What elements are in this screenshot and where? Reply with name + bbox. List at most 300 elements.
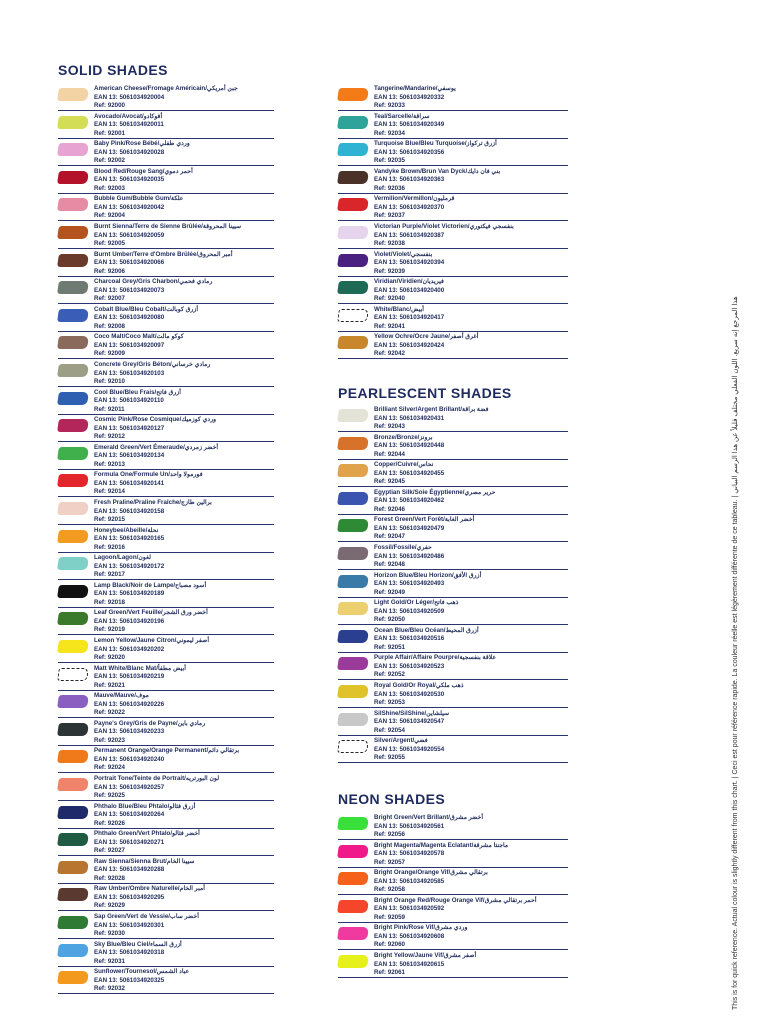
shade-name: Permanent Orange/Orange Permanent/برتقالي دائم	[94, 747, 240, 755]
shade-name: Phthalo Blue/Bleu Phtalo/أزرق فثالو	[94, 802, 196, 810]
shade-ref: Ref: 92030	[94, 930, 125, 937]
shade-ean: EAN 13: 5061034920110	[94, 397, 164, 405]
shade-ean: EAN 13: 5061034920073	[94, 286, 165, 294]
shade-entry	[338, 167, 568, 194]
shade-ref: Ref: 92001	[94, 129, 125, 137]
paint-swatch	[337, 657, 369, 670]
shade-ean: EAN 13: 5061034920189	[94, 590, 165, 598]
shade-name: Leaf Green/Vert Feuille/أخضر ورق الشجر	[94, 609, 208, 617]
shade-entry	[58, 912, 274, 939]
shade-entry	[338, 250, 568, 277]
shade-ref: Ref: 92040	[374, 295, 405, 303]
paint-swatch	[57, 392, 89, 405]
paint-swatch	[57, 116, 89, 129]
shade-name: Vermilion/Vermillon/قرمليون	[374, 195, 455, 203]
shade-ref: Ref: 92051	[374, 643, 405, 651]
paint-swatch	[337, 336, 369, 349]
shade-entry	[338, 868, 568, 895]
paint-swatch	[57, 143, 89, 156]
shade-ean: EAN 13: 5061034920462	[374, 497, 445, 505]
paint-swatch	[57, 861, 89, 874]
shade-entry	[338, 139, 568, 166]
paint-swatch	[337, 713, 369, 726]
shade-name: Cosmic Pink/Rose Cosmique/وردي كوزميك	[94, 416, 217, 424]
shade-ref: Ref: 92014	[94, 488, 125, 496]
shade-name: Cobalt Blue/Bleu Cobalt/أزرق كوبالت	[94, 305, 199, 313]
shade-entry	[58, 608, 274, 635]
shade-entry	[58, 746, 274, 773]
shade-ref: Ref: 92039	[374, 267, 405, 275]
shade-ean: EAN 13: 5061034920554	[374, 745, 445, 753]
shade-ean: EAN 13: 5061034920028	[94, 148, 165, 156]
shade-ean: EAN 13: 5061034920325	[94, 976, 165, 984]
shade-ean: EAN 13: 5061034920615	[374, 960, 445, 968]
shade-ean: EAN 13: 5061034920011	[94, 121, 164, 129]
shade-entry	[338, 222, 568, 249]
shade-ref: Ref: 92009	[94, 350, 125, 358]
shade-name: Lagoon/Lagon/لغون	[94, 554, 151, 562]
shade-ref: Ref: 92003	[94, 184, 125, 192]
shade-ean: EAN 13: 5061034920004	[94, 93, 165, 101]
shade-ref: Ref: 92035	[374, 157, 405, 165]
shade-name: Mauve/Mauve/موف	[94, 692, 149, 700]
shade-name: Fossil/Fossile/حفري	[374, 544, 432, 551]
shade-ean: EAN 13: 5061034920295	[94, 893, 165, 901]
paint-swatch	[57, 171, 89, 184]
shade-ref: Ref: 92043	[374, 423, 405, 430]
shade-name: Bubble Gum/Bubble Gum/علكة	[94, 195, 184, 203]
shade-name: Sap Green/Vert de Vessie/أخضر ساب	[94, 913, 199, 920]
shade-entry	[58, 415, 274, 442]
shade-ref: Ref: 92042	[374, 350, 405, 358]
shade-ref: Ref: 92057	[374, 858, 405, 866]
shade-ean: EAN 13: 5061034920523	[374, 662, 445, 670]
shade-name: Cool Blue/Bleu Frais/أزرق فاتح	[94, 388, 182, 396]
shade-ean: EAN 13: 5061034920479	[374, 524, 445, 532]
shade-name: White/Blanc/أبيض	[374, 305, 425, 313]
paint-swatch	[337, 927, 369, 940]
shade-ref: Ref: 92056	[374, 831, 405, 838]
shade-ean: EAN 13: 5061034920097	[94, 341, 165, 349]
shade-entry	[338, 332, 568, 359]
shade-ean: EAN 13: 5061034920288	[94, 866, 165, 874]
shade-ean: EAN 13: 5061034920066	[94, 259, 165, 267]
shade-name: Portrait Tone/Teinte de Portrait/لون البورتريه	[94, 775, 220, 782]
shade-ean: EAN 13: 5061034920059	[94, 231, 165, 239]
shade-ref: Ref: 92017	[94, 571, 125, 579]
shade-ean: EAN 13: 5061034920424	[374, 341, 445, 349]
paint-swatch	[337, 492, 369, 505]
shade-ref: Ref: 92045	[374, 478, 405, 486]
shade-name: Sunflower/Tournesol/عباد الشمس	[94, 968, 190, 976]
shade-ean: EAN 13: 5061034920141	[94, 479, 165, 487]
shade-entry	[58, 553, 274, 580]
shade-name: Avocado/Avocat/أفوكادو	[94, 112, 163, 120]
shade-ref: Ref: 92028	[94, 874, 125, 882]
paint-swatch	[57, 668, 89, 681]
paint-swatch	[57, 916, 89, 929]
shade-ref: Ref: 92016	[94, 543, 125, 551]
paint-swatch	[57, 612, 89, 625]
shade-ean: EAN 13: 5061034920219	[94, 673, 165, 681]
solid-shades-title: SOLID SHADES	[58, 62, 168, 78]
paint-swatch	[57, 502, 89, 515]
paint-swatch	[337, 845, 369, 858]
paint-swatch	[57, 888, 89, 901]
shade-ean: EAN 13: 5061034920134	[94, 452, 165, 460]
shade-ref: Ref: 92059	[374, 913, 405, 921]
shade-ref: Ref: 92060	[374, 941, 405, 949]
paint-swatch	[337, 602, 369, 615]
shade-ref: Ref: 92032	[94, 985, 125, 993]
pearlescent-shades-title: PEARLESCENT SHADES	[338, 385, 512, 401]
shade-ref: Ref: 92047	[374, 533, 405, 541]
shade-entry	[338, 598, 568, 625]
shade-entry	[338, 896, 568, 923]
shade-entry	[58, 84, 274, 111]
shade-ref: Ref: 92029	[94, 902, 125, 910]
shade-ref: Ref: 92000	[94, 102, 125, 109]
shade-ean: EAN 13: 5061034920127	[94, 424, 165, 432]
shade-name: Bright Orange Red/Rouge Orange Vif/أحمر برتقالي مشرق	[374, 896, 537, 904]
shade-entry	[58, 139, 274, 166]
shade-entry	[58, 277, 274, 304]
shade-entry	[338, 951, 568, 978]
shade-name: Sky Blue/Bleu Ciel/أزرق السماء	[94, 940, 182, 948]
shade-ref: Ref: 92048	[374, 561, 405, 568]
shade-entry	[58, 581, 274, 608]
shade-name: American Cheese/Fromage Américain/جبن أمريكي	[94, 85, 238, 92]
shade-name: Purple Affair/Affaire Pourpre/علاقة بنفسجية	[374, 654, 497, 662]
shade-entry	[338, 841, 568, 868]
paint-swatch	[57, 419, 89, 432]
shade-name: Vandyke Brown/Brun Van Dyck/بني فان دايك	[374, 167, 501, 175]
paint-swatch	[337, 740, 369, 753]
shade-ean: EAN 13: 5061034920455	[374, 469, 445, 477]
paint-swatch	[337, 464, 369, 477]
shade-ean: EAN 13: 5061034920103	[94, 369, 165, 377]
paint-swatch	[337, 575, 369, 588]
shade-entry	[338, 277, 568, 304]
shade-entry	[58, 222, 274, 249]
shade-ean: EAN 13: 5061034920349	[374, 121, 445, 129]
shade-name: Ocean Blue/Bleu Océan/أزرق المحيط	[374, 626, 479, 634]
shade-name: Violet/Violet/بنفسجي	[374, 250, 433, 258]
paint-swatch	[337, 685, 369, 698]
shade-entry	[58, 526, 274, 553]
paint-swatch	[337, 309, 369, 322]
shade-name: Viridian/Viridien/فيريديان	[374, 278, 444, 286]
paint-swatch	[57, 198, 89, 211]
paint-swatch	[57, 778, 89, 791]
side-note: This is for quick reference. Actual colour is slightly different from this chart. | Ceci est pour référence rapide. La couleur réelle est légèrement différente de ce tableau. | هذا المرجع إنه سريع. اللون الفعلي مختلف قليلاً عن هذا الرسم البياني	[732, 296, 739, 1010]
shade-entry	[58, 167, 274, 194]
shade-name: Brilliant Silver/Argent Brillant/فضة براقة	[374, 406, 489, 413]
shade-ref: Ref: 92008	[94, 322, 125, 330]
shade-name: Bright Orange/Orange Vif/برتقالي مشرق	[374, 869, 488, 877]
paint-swatch	[57, 474, 89, 487]
shade-ref: Ref: 92037	[374, 212, 405, 220]
shade-ean: EAN 13: 5061034920318	[94, 949, 165, 957]
shade-ean: EAN 13: 5061034920417	[374, 314, 445, 322]
shade-ean: EAN 13: 5061034920608	[374, 932, 445, 940]
shade-entry	[58, 194, 274, 221]
paint-swatch	[337, 437, 369, 450]
shade-name: Emerald Green/Vert Émeraude/أخضر زمردي	[94, 443, 219, 451]
paint-swatch	[337, 547, 369, 560]
shade-entry	[338, 709, 568, 736]
shade-name: Bronze/Bronze/برونز	[374, 433, 433, 441]
shade-name: Raw Umber/Ombre Naturelle/أمبر الخام	[94, 885, 205, 893]
shade-ref: Ref: 92044	[374, 450, 405, 458]
shade-entry	[338, 305, 568, 332]
shade-entry	[338, 813, 568, 840]
paint-swatch	[57, 254, 89, 267]
shade-name: Concrete Grey/Gris Béton/رمادي خرساني	[94, 361, 211, 368]
paint-swatch	[57, 695, 89, 708]
shade-ean: EAN 13: 5061034920042	[94, 203, 165, 211]
shade-ean: EAN 13: 5061034920257	[94, 783, 165, 791]
paint-swatch	[337, 900, 369, 913]
shade-ean: EAN 13: 5061034920158	[94, 507, 165, 515]
paint-swatch	[337, 817, 369, 830]
shade-name: Lemon Yellow/Jaune Citron/أصفر ليموني	[94, 637, 210, 644]
shade-name: Honeybee/Abeille/نحلة	[94, 526, 159, 534]
paint-swatch	[57, 585, 89, 598]
shade-entry	[58, 967, 274, 994]
shade-ref: Ref: 92038	[374, 240, 405, 247]
shade-name: Coco Malt/Coco Malt/كوكو مالت	[94, 333, 184, 341]
shade-name: Fresh Praline/Praline Fraîche/برالين طازج	[94, 499, 212, 506]
shade-ean: EAN 13: 5061034920264	[94, 811, 165, 819]
shade-name: Bright Yellow/Jaune Vif/أصفر مشرق	[374, 952, 477, 959]
shade-ref: Ref: 92021	[94, 681, 125, 689]
shade-entry	[58, 112, 274, 139]
shade-ean: EAN 13: 5061034920530	[374, 690, 445, 698]
neon-shades-title: NEON SHADES	[338, 791, 446, 807]
shade-name: Forest Green/Vert Forêt/أخضر الغابة	[374, 516, 475, 524]
shade-ref: Ref: 92041	[374, 322, 405, 330]
paint-swatch	[57, 640, 89, 653]
shade-ref: Ref: 92034	[374, 129, 405, 137]
shade-entry	[58, 360, 274, 387]
paint-swatch	[337, 872, 369, 885]
shade-ean: EAN 13: 5061034920301	[94, 921, 165, 929]
shade-ref: Ref: 92010	[94, 378, 125, 385]
shade-entry	[58, 857, 274, 884]
shade-entry	[338, 112, 568, 139]
shade-entry	[338, 433, 568, 460]
shade-ean: EAN 13: 5061034920240	[94, 755, 165, 763]
paint-swatch	[337, 955, 369, 968]
paint-swatch	[337, 519, 369, 532]
shade-entry	[58, 636, 274, 663]
paint-swatch	[57, 971, 89, 984]
paint-swatch	[337, 198, 369, 211]
shade-ean: EAN 13: 5061034920394	[374, 259, 445, 267]
shade-ean: EAN 13: 5061034920592	[374, 905, 445, 913]
shade-name: Tangerine/Mandarine/يوسفي	[374, 85, 456, 92]
shade-entry	[58, 250, 274, 277]
paint-swatch	[57, 226, 89, 239]
shade-entry	[338, 681, 568, 708]
shade-name: Turquoise Blue/Bleu Turquoise/أزرق تركواز	[374, 140, 497, 148]
paint-swatch	[337, 143, 369, 156]
shade-name: SilShine/SilShine/سيلشاين	[374, 709, 450, 717]
shade-ref: Ref: 92050	[374, 616, 405, 624]
paint-swatch	[57, 530, 89, 543]
shade-entry	[58, 332, 274, 359]
shade-ean: EAN 13: 5061034920165	[94, 535, 165, 543]
shade-ean: EAN 13: 5061034920271	[94, 838, 165, 846]
shade-ref: Ref: 92033	[374, 102, 405, 109]
shade-ref: Ref: 92015	[94, 516, 125, 523]
shade-name: Baby Pink/Rose Bébé/وردي طفلي	[94, 140, 190, 148]
shade-name: Charcoal Grey/Gris Charbon/رمادي فحمي	[94, 278, 213, 286]
paint-swatch	[57, 281, 89, 294]
shade-ref: Ref: 92007	[94, 295, 125, 303]
shade-ref: Ref: 92049	[374, 588, 405, 596]
shade-ref: Ref: 92036	[374, 184, 405, 192]
shade-entry	[58, 470, 274, 497]
shade-entry	[58, 305, 274, 332]
paint-swatch	[57, 557, 89, 570]
shade-name: Payne's Grey/Gris de Payne/رمادي باين	[94, 719, 206, 727]
shade-ean: EAN 13: 5061034920035	[94, 176, 165, 184]
shade-ref: Ref: 92055	[374, 754, 405, 762]
shade-ref: Ref: 92012	[94, 433, 125, 441]
shade-name: Royal Gold/Or Royal/ذهب ملكي	[374, 682, 464, 689]
shade-ref: Ref: 92006	[94, 267, 125, 275]
shade-name: Horizon Blue/Bleu Horizon/أزرق الأفق	[374, 571, 482, 579]
shade-ean: EAN 13: 5061034920363	[374, 176, 445, 184]
shade-ean: EAN 13: 5061034920585	[374, 877, 445, 885]
shade-name: Teal/Sarcelle/سراقة	[374, 112, 430, 120]
paint-swatch	[57, 336, 89, 349]
shade-ean: EAN 13: 5061034920172	[94, 562, 165, 570]
shade-name: Formula One/Formule Un/فورمولا واحد	[94, 471, 203, 479]
shade-ean: EAN 13: 5061034920356	[374, 148, 445, 156]
shade-ean: EAN 13: 5061034920448	[374, 442, 445, 450]
paint-swatch	[57, 309, 89, 322]
shade-ref: Ref: 92019	[94, 626, 125, 634]
shade-ref: Ref: 92022	[94, 709, 125, 717]
shade-entry	[58, 498, 274, 525]
paint-swatch	[337, 171, 369, 184]
paint-swatch	[337, 116, 369, 129]
paint-swatch	[57, 447, 89, 460]
shade-ref: Ref: 92013	[94, 460, 125, 468]
shade-entry	[338, 736, 568, 763]
shade-name: Light Gold/Or Léger/ذهب فاتح	[374, 599, 459, 607]
shade-name: Bright Green/Vert Brillant/أخضر مشرق	[374, 814, 484, 821]
shade-ref: Ref: 92027	[94, 847, 125, 855]
paint-swatch	[57, 723, 89, 736]
shade-entry	[338, 460, 568, 487]
paint-swatch	[337, 254, 369, 267]
shade-name: Phthalo Green/Vert Phtalo/أخضر فثالو	[94, 830, 200, 838]
shade-ean: EAN 13: 5061034920578	[374, 850, 445, 858]
shade-ean: EAN 13: 5061034920233	[94, 728, 165, 736]
shade-name: Egyptian Silk/Soie Égyptienne/حرير مصري	[374, 488, 496, 496]
shade-ean: EAN 13: 5061034920509	[374, 607, 445, 615]
shade-ref: Ref: 92053	[374, 699, 405, 706]
paint-swatch	[57, 833, 89, 846]
shade-name: Matt White/Blanc Mat/أبيض مطفأ	[94, 664, 186, 672]
shade-ref: Ref: 92020	[94, 654, 125, 661]
shade-name: Raw Sienna/Sienna Brut/سيينا الخام	[94, 857, 195, 865]
shade-entry	[58, 691, 274, 718]
shade-entry	[58, 664, 274, 691]
shade-ean: EAN 13: 5061034920332	[374, 93, 445, 101]
shade-entry	[338, 626, 568, 653]
shade-entry	[338, 194, 568, 221]
shade-name: Burnt Umber/Terre d'Ombre Brûlée/أمبر المحروق	[94, 250, 233, 258]
shade-name: Burnt Sienna/Terre de Sienne Brûlée/سيينا المحروقة	[94, 223, 242, 230]
shade-entry	[338, 488, 568, 515]
shade-entry	[338, 515, 568, 542]
shade-name: Lamp Black/Noir de Lampe/أسود مصباح	[94, 581, 207, 589]
shade-ean: EAN 13: 5061034920387	[374, 231, 445, 239]
shade-ean: EAN 13: 5061034920561	[374, 822, 445, 830]
shade-name: Bright Magenta/Magenta Eclatant/ماجنتا مشرقة	[374, 841, 509, 849]
shade-ean: EAN 13: 5061034920196	[94, 617, 165, 625]
shade-ref: Ref: 92046	[374, 505, 405, 513]
shade-ean: EAN 13: 5061034920400	[374, 286, 445, 294]
paint-swatch	[337, 281, 369, 294]
shade-entry	[338, 571, 568, 598]
shade-ean: EAN 13: 5061034920547	[374, 718, 445, 726]
shade-ref: Ref: 92058	[374, 886, 405, 894]
paint-swatch	[57, 364, 89, 377]
shade-ean: EAN 13: 5061034920370	[374, 203, 445, 211]
shade-ref: Ref: 92004	[94, 212, 125, 220]
shade-entry	[58, 774, 274, 801]
shade-entry	[338, 84, 568, 111]
shade-ean: EAN 13: 5061034920516	[374, 635, 445, 643]
paint-swatch	[337, 409, 369, 422]
paint-swatch	[337, 88, 369, 101]
shade-entry	[338, 923, 568, 950]
shade-ref: Ref: 92031	[94, 957, 125, 965]
paint-swatch	[337, 630, 369, 643]
shade-ref: Ref: 92061	[374, 969, 405, 976]
shade-entry	[58, 940, 274, 967]
shade-ref: Ref: 92011	[94, 405, 125, 413]
paint-swatch	[337, 226, 369, 239]
shade-ean: EAN 13: 5061034920080	[94, 314, 165, 322]
shade-ean: EAN 13: 5061034920226	[94, 700, 165, 708]
shade-name: Blood Red/Rouge Sang/أحمر دموي	[94, 167, 193, 175]
shade-entry	[58, 388, 274, 415]
shade-ref: Ref: 92018	[94, 598, 125, 606]
shade-entry	[338, 653, 568, 680]
shade-entry	[338, 405, 568, 432]
shade-name: Yellow Ochre/Ocre Jaune/أغرق أصفر	[374, 333, 479, 341]
paint-swatch	[57, 88, 89, 101]
paint-swatch	[57, 806, 89, 819]
shade-ref: Ref: 92054	[374, 726, 405, 734]
shade-ref: Ref: 92023	[94, 736, 125, 744]
shade-ref: Ref: 92026	[94, 819, 125, 827]
shade-entry	[338, 543, 568, 570]
shade-ean: EAN 13: 5061034920486	[374, 552, 445, 560]
shade-ref: Ref: 92025	[94, 792, 125, 799]
paint-swatch	[57, 944, 89, 957]
shade-ean: EAN 13: 5061034920202	[94, 645, 165, 653]
shade-entry	[58, 719, 274, 746]
shade-entry	[58, 802, 274, 829]
